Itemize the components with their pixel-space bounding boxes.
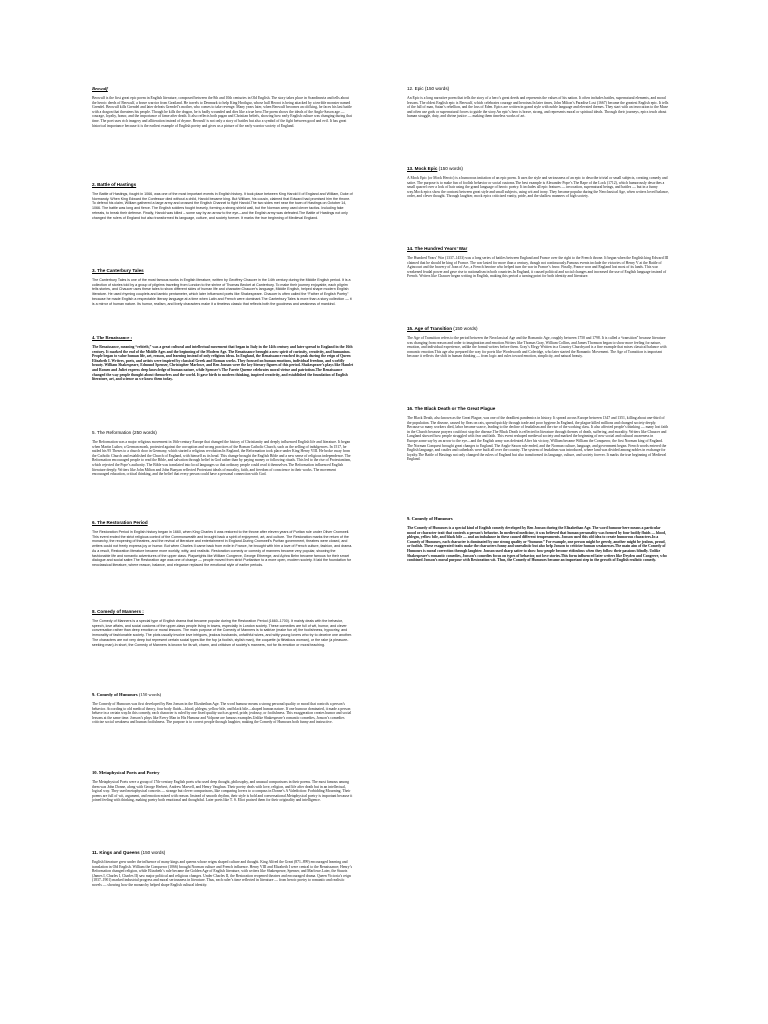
- section-word-count: (150 words): [438, 166, 463, 171]
- section-body: English literature grew under the influence of many kings and queens whose reigns shaped culture and thought. King Alfred the Great (871–899) encouraged learning and translation in Old English. William the Conqueror (1066) brought Norman culture and French influence. Henry VIII and Elizabeth I were central to the Renaissance; Henry’s Reformation changed religion, while Elizabeth’s rule became the Golden Age of English literature, with writers like Shakespeare, Spenser, and Marlowe.Later, the Stuarts (James I, Charles I, Charles II) saw major political and religious changes. Under Charles II, the Restoration reopened theatres and encouraged drama. Queen Victoria’s reign (1837–1901) marked industrial progress and moral seriousness in literature. Thus, each ruler’s time reflected in literature — from heroic poetry to romantic and realistic novels — showing how the monarchy helped shape English cultural identity.: [92, 860, 353, 887]
- section-body: The Black Death, also known as the Great Plague, was one of the deadliest pandemics in history. It spread across Europe between 1347 and 1351, killing about one-third of the population. The disease, caused by fleas on rats, spread quickly through trade and poor hygiene.In England, the plague killed millions and changed society deeply. Because so many workers died, labor became scarce, leading to the decline of feudalism and the rise of the working class. It also affected people’s thinking — many lost faith in the Church because prayers could not stop the disease.The Black Death is reflected in literature through themes of death, suffering, and morality. Writers like Chaucer and Langland showed how people struggled with fear and faith. This event reshaped medieval society and marked the beginning of new social and cultural awareness in Europe.some say by an arrow to the eye—and the English army was defeated.After his victory, William became William the Conqueror, the first Norman king of England. The Norman Conquest brought great changes to England. The Anglo-Saxon rule ended, and the Norman culture, language, and government began. French words entered the English language, and castles and cathedrals were built all over the country. The system of feudalism was introduced, where land was divided among nobles in exchange for loyalty.The Battle of Hastings not only changed the rulers of England but also transformed its language, culture, and society forever. It marks the true beginning of Medieval England.: [407, 416, 669, 462]
- section-heading: [407, 86, 669, 92]
- section-heading: [407, 406, 669, 412]
- section-body: The Metaphysical Poets were a group of 17th-century English poets who used deep thought, philosophy, and unusual comparisons in their poems. The most famous among them was John Donne, along with George Herbert, Andrew Marvell, and Henry Vaughan. Their poetry deals with love, religion, and life after death but in an intellectual, logical way. They used metaphysical conceits — strange but clever comparisons, like comparing lovers to a compass in Donne’s A Valediction: Forbidding Mourning. Their poems are full of wit, argument, and emotion mixed with reason. Instead of smooth rhythm, their style is bold and conversational.Metaphysical poetry is important because it joined feeling with thinking, making poetry both emotional and thoughtful. Later poets like T. S. Eliot praised them for their originality and intelligence.: [92, 780, 353, 803]
- section-heading: [407, 516, 669, 522]
- section-body: A Mock Epic (or Mock Heroic) is a humorous imitation of an epic poem. It uses the style and seriousness of an epic to describe trivial or small subjects, creating comedy and satire. The purpose is to make fun of foolish behavior or social customs.The best example is Alexander Pope’s The Rape of the Lock (1712), which humorously describes a small quarrel over a lock of hair using the grand language of heroic poetry. It includes all epic features — invocation, supernatural beings, and battles — but in a funny way.Mock epics show the contrast between great style and small subjects, using wit and irony. They became popular during the Neoclassical Age, when writers loved balance, order, and clever thought. Through laughter, mock epics criticized vanity, pride, and the shallow manners of high society.: [407, 176, 669, 199]
- section-beowulf: [92, 86, 354, 128]
- section-title: 15. Age of Transition: [407, 326, 453, 331]
- section-word-count: (150 words): [141, 850, 166, 855]
- section-word-count: (250 words): [132, 430, 157, 435]
- section-comedy-of-manners: [92, 609, 354, 647]
- section-body: The Canterbury Tales is one of the most famous works in English literature, written by Geoffrey Chaucer in the 14th century during the Middle English period. It is a collection of stories told by a group of pilgrims traveling from London to the shrine of Thomas Becket at Canterbury. To make their journey enjoyable, each pilgrim tells stories, and Chaucer uses these tales to show different sides of human life and character.Chaucer’s language, Middle English, helped shape modern English literature. He used rhyming couplets and iambic pentameter, which later influenced poets like Shakespeare. Chaucer is often called the “Father of English Poetry” because he made English a respectable literary language at a time when Latin and French were dominant.The Canterbury Tales is more than a story collection — it is a mirror of human nature. Its humor, realism, and lively characters make it a timeless classic that reflects both the goodness and weakness of mankind.: [92, 278, 352, 306]
- section-word-count: (150 words): [453, 326, 478, 331]
- section-heading: [92, 182, 354, 188]
- section-heading: [92, 520, 354, 526]
- section-title: 6. The Restoration Period: [92, 520, 148, 525]
- section-body: The Comedy of Humours is a special kind of English comedy developed by Ben Jonson during the Elizabethan Age. The word humour here means a particular mood or character trait that controls a person’s behavior. In medieval medicine, it was believed that human personality was formed by four bodily fluids — blood, phlegm, yellow bile, and black bile — and an imbalance in these caused different temperaments. Jonson used this old idea to create humorous characters.In a Comedy of Humours, each character is dominated by one strong quality or “humour.” For example, one person might be greedy, another might be jealous, proud, or foolish. These exaggerated traits make the characters funny and unrealistic but also help Jonson to criticize human weaknesses.The main aim of the Comedy of Humours is moral correction through laughter. Jonson used sharp satire to show how people become ridiculous when they follow their passions blindly. Unlike Shakespeare’s romantic comedies, Jonson’s comedies focus on types of behavior, not love stories.This form influenced later writers like Dryden and Congreve, who combined Jonson’s moral purpose with Restoration wit. Thus, the Comedy of Humours became an important step in the growth of English realistic comedy.: [407, 526, 667, 563]
- section-body: The Reformation was a major religious movement in 16th-century Europe that changed the history of Christianity and deeply influenced English life and literature. It began when Martin Luther, a German monk, protested against the corruption and wrong practices of the Roman Catholic Church, such as the selling of indulgences. In 1517, he nailed his 95 Theses to a church door in Germany, which started a religious revolution.In England, the Reformation took place under King Henry VIII. He broke away from the Catholic Church and established the Church of England, with himself as its head. This change brought the English Bible and a new sense of religious independence. The Reformation encouraged people to read the Bible, and salvation through belief in God rather than by paying money or following rituals. This led to the rise of Protestantism, which rejected the Pope’s authority. The Bible was translated into local languages so that ordinary people could read it themselves.The Reformation influenced English literature deeply. Writers like John Milton and John Bunyan reflected Protestant ideals of morality, faith, and freedom of conscience in their works. The movement encouraged education, critical thinking, and the belief that every person could have a personal connection with God.: [92, 440, 352, 477]
- section-title: 8. Comedy of Manners :: [92, 609, 144, 614]
- section-body: The Comedy of Humours was first developed by Ben Jonson in the Elizabethan Age. The word humour means a strong personal quality or mood that controls a person’s behavior. According to old medical theory, four body fluids—blood, phlegm, yellow bile, and black bile—shaped human nature. If one humour dominated, it made a person behave in a certain way.In this comedy, each character is ruled by one fixed quality such as greed, pride, jealousy, or foolishness. This exaggeration creates humor and social lessons at the same time. Jonson’s plays like Every Man in His Humour and Volpone are famous examples.Unlike Shakespeare’s romantic comedies, Jonson’s comedies criticize social weakness and human foolishness. The purpose is to correct people through laughter, making the Comedy of Humours both funny and instructive.: [92, 702, 352, 725]
- section-restoration-period: [92, 520, 354, 568]
- section-epic: [407, 86, 669, 119]
- section-title: 9. Comedy of Humours: [92, 692, 138, 697]
- section-body: An Epic is a long narrative poem that tells the story of a hero’s great deeds and represents the values of his nation. It often includes battles, supernatural elements, and moral lessons. The oldest English epic is Beowulf, which celebrates courage and heroism.In later times, John Milton’s Paradise Lost (1667) became the greatest English epic. It tells of the fall of man, Satan’s rebellion, and the loss of Eden. Epics are written in grand style with noble language and elevated themes. They start with an invocation to the Muse and often use gods or supernatural forces to guide the story.An epic’s hero is brave, strong, and represents moral or spiritual ideals. Through their journeys, epics teach about human struggle, duty, and divine justice — making them timeless works of art.: [407, 96, 669, 119]
- section-renaissance: [92, 335, 354, 382]
- section-word-count: (150 words): [138, 692, 162, 697]
- section-title: 11. Kings and Queens: [92, 850, 140, 855]
- section-title: 2. Battle of Hastings: [92, 182, 137, 187]
- section-body: Beowulf is the first great epic poem in English literature, composed between the 8th and 10th centuries in Old English. The story takes place in Scandinavia and tells about the heroic deeds of Beowulf, a brave warrior from Geatland. He travels to Denmark to help King Hrothgar, whose hall Heorot is being attacked by a terrible monster named Grendel. Beowulf kills Grendel and later defeats Grendel’s mother, who comes to take revenge. Many years later, when Beowulf becomes an old king, he faces his last battle with a dragon that threatens his people. Though he kills the dragon, he is badly wounded and dies like a true hero.The poem shows the ideals of the Anglo-Saxon age — courage, loyalty, honor, and the importance of fame after death. It also reflects both pagan and Christian beliefs, showing how early English culture was changing during that time. The poet uses rich imagery and alliteration instead of rhyme. Beowulf is not only a story of battles but also a symbol of the fight between good and evil. It has great historical importance because it is the earliest example of English poetry and gives us a picture of the early warrior society of England.: [92, 96, 352, 128]
- section-title: 9. Comedy of Humours: [407, 516, 453, 521]
- section-title: Beowulf: [92, 86, 108, 91]
- section-heading: [92, 335, 354, 341]
- section-body: The Renaissance, meaning “rebirth,” was a great cultural and intellectual movement that began in Italy in the 14th century and later spread to England in the 16th century. It marked the end of the Middle Ages and the beginning of the Modern Age. The Renaissance brought a new spirit of curiosity, creativity, and humanism. People began to value human life, art, reason, and learning instead of only religious ideas. In England, the Renaissance reached its peak during the reign of Queen Elizabeth I. Writers, poets, and artists were inspired by classical Greek and Roman works. They focused on human emotions, individual freedom, and worldly beauty. William Shakespeare, Edmund Spenser, Christopher Marlowe, and Ben Jonson were the key literary figures of this period. Shakespeare’s plays like Hamlet and Romeo and Juliet express deep knowledge of human nature, while Spenser’s The Faerie Queene celebrates moral virtue and patriotism.The Renaissance changed the way people thought about themselves and the world. It gave birth to modern thinking, inspired creativity, and established the foundation of English literature, art, and science as we know them today.: [92, 345, 354, 382]
- section-heading: [92, 850, 354, 856]
- section-title: 14. The Hundred Years’ War: [407, 246, 468, 251]
- section-kings-and-queens: [92, 850, 354, 888]
- section-battle-of-hastings: [92, 182, 354, 220]
- section-metaphysical-poets: [92, 770, 354, 803]
- section-title: 16. The Black Death or The Great Plague: [407, 406, 496, 411]
- section-word-count: (150 words): [424, 86, 450, 91]
- section-comedy-of-humours-2: [407, 516, 669, 563]
- section-comedy-of-humours: [92, 692, 354, 725]
- section-body: The Age of Transition refers to the period between the Neoclassical Age and the Romantic Age, roughly between 1750 and 1798. It is called a “transition” because literature was changing from reason and order to imagination and emotion.Writers like Thomas Gray, William Collins, and James Thomson began to show more feeling for nature, emotion, and individual experience, unlike the formal writers before them. Gray’s Elegy Written in a Country Churchyard is a fine example that mixes classical balance with romantic emotion.This age also prepared the way for poets like Wordsworth and Coleridge, who later started the Romantic Movement. The Age of Transition is important because it reflects the shift in human thinking — from logic and rules toward emotion, simplicity, and natural beauty.: [407, 336, 667, 359]
- section-title: 4. The Renaissance :: [92, 335, 132, 340]
- section-body: The Restoration Period in English history began in 1660, when King Charles II was restored to the throne after eleven years of Puritan rule under Oliver Cromwell. This event ended the strict religious control of the Commonwealth and brought back a spirit of enjoyment, art, and culture. The Restoration marks the return of the monarchy, the reopening of theatres, and the revival of literature and entertainment in England.During Cromwell’s Puritan government, theatres were closed, and writers could not freely express joy or humor. But when Charles II came back from exile in France, he brought with him a love of French culture, fashion, and drama. As a result, Restoration literature became more worldly, witty, and realistic. Restoration comedy or comedy of manners became very popular, showing the fashionable life and romantic adventures of the upper class. Playwrights like William Congreve, George Etherege, and Aphra Behn became famous for their smart dialogue and social satire.The Restoration age was one of change — people moved from strict Puritanism to a more open, modern society. It laid the foundation for neoclassical literature, where reason, balance, and elegance replaced the emotional style of earlier periods.: [92, 530, 353, 567]
- section-body: The Battle of Hastings, fought in 1066, was one of the most important events in English history. It took place between King Harold II of England and William, Duke of Normandy. When King Edward the Confessor died without a child, Harold became king. But William, his cousin, claimed that Edward had promised him the throne. To defend his claim, William gathered a large army and crossed the English Channel to fight Harold.The two sides met near the town of Hastings on October 14, 1066. The battle was long and fierce. The English soldiers fought bravely, forming a strong shield wall, but the Norman army used clever tactics. Including fake retreats, to break their defense. Finally, Harold was killed – some say by an arrow to the eye—and the English army was defeated.The Battle of Hastings not only changed the rulers of England but also transformed its language, culture, and society forever. It marks the true beginning of Medieval England.: [92, 192, 353, 220]
- section-title: 13. Mock Epic: [407, 166, 438, 171]
- section-title: 12. Epic: [407, 86, 424, 91]
- section-reformation: [92, 430, 354, 477]
- section-mock-epic: [407, 166, 669, 199]
- section-heading: [407, 246, 669, 252]
- section-heading: [92, 268, 354, 274]
- section-title: 5. The Reformation: [92, 430, 132, 435]
- section-heading: [92, 86, 354, 92]
- section-canterbury-tales: [92, 268, 354, 306]
- section-heading: [92, 609, 354, 615]
- section-heading: [407, 166, 669, 172]
- section-body: The Hundred Years’ War (1337–1453) was a long series of battles between England and France over the right to the French throne. It began when the English king Edward III claimed that he should be king of France. The war lasted for more than a century, though not continuously.Famous events include the victories of Henry V at the Battle of Agincourt and the bravery of Joan of Arc, a French heroine who helped turn the war in France’s favor. Finally, France won and England lost most of its lands. This war weakened feudal power and gave rise to nationalism in both countries.In England, it caused political and social changes and increased the use of English language instead of French. Writers like Chaucer began writing in English, making this period a turning point for both identity and literature.: [407, 256, 669, 279]
- section-black-death: [407, 406, 669, 462]
- section-title: 3. The Canterbury Tales: [92, 268, 144, 273]
- section-hundred-years-war: [407, 246, 669, 279]
- section-age-of-transition: [407, 326, 669, 359]
- section-body: The Comedy of Manners is a special type of English drama that became popular during the Restoration Period (1660–1700). It mainly deals with the behavior, speech, love affairs, and social customs of the upper-class people living in towns, especially in London society. These comedies are full of wit, humor, and clever conversation rather than deep emotion or moral lessons. The main purpose of the Comedy of Manners is to satirize (make fun of) the foolishness, hypocrisy, and immorality of fashionable society. The plots usually involve love intrigues, jealous husbands, unfaithful wives, and witty young lovers who try to deceive one another. The characters are not very deep but represent certain social types like the fop (a foolish, stylish man), the coquette (a flirtatious woman), or the rake (a pleasure-seeking man).In short, the Comedy of Manners is known for its wit, charm, and criticism of society’s manners, not for its emotion or moral teaching.: [92, 619, 352, 647]
- section-title: 10. Metaphysical Poets and Poetry: [92, 770, 160, 775]
- section-heading: [92, 430, 354, 436]
- section-heading: [407, 326, 669, 332]
- section-heading: [92, 770, 354, 776]
- section-heading: [92, 692, 354, 698]
